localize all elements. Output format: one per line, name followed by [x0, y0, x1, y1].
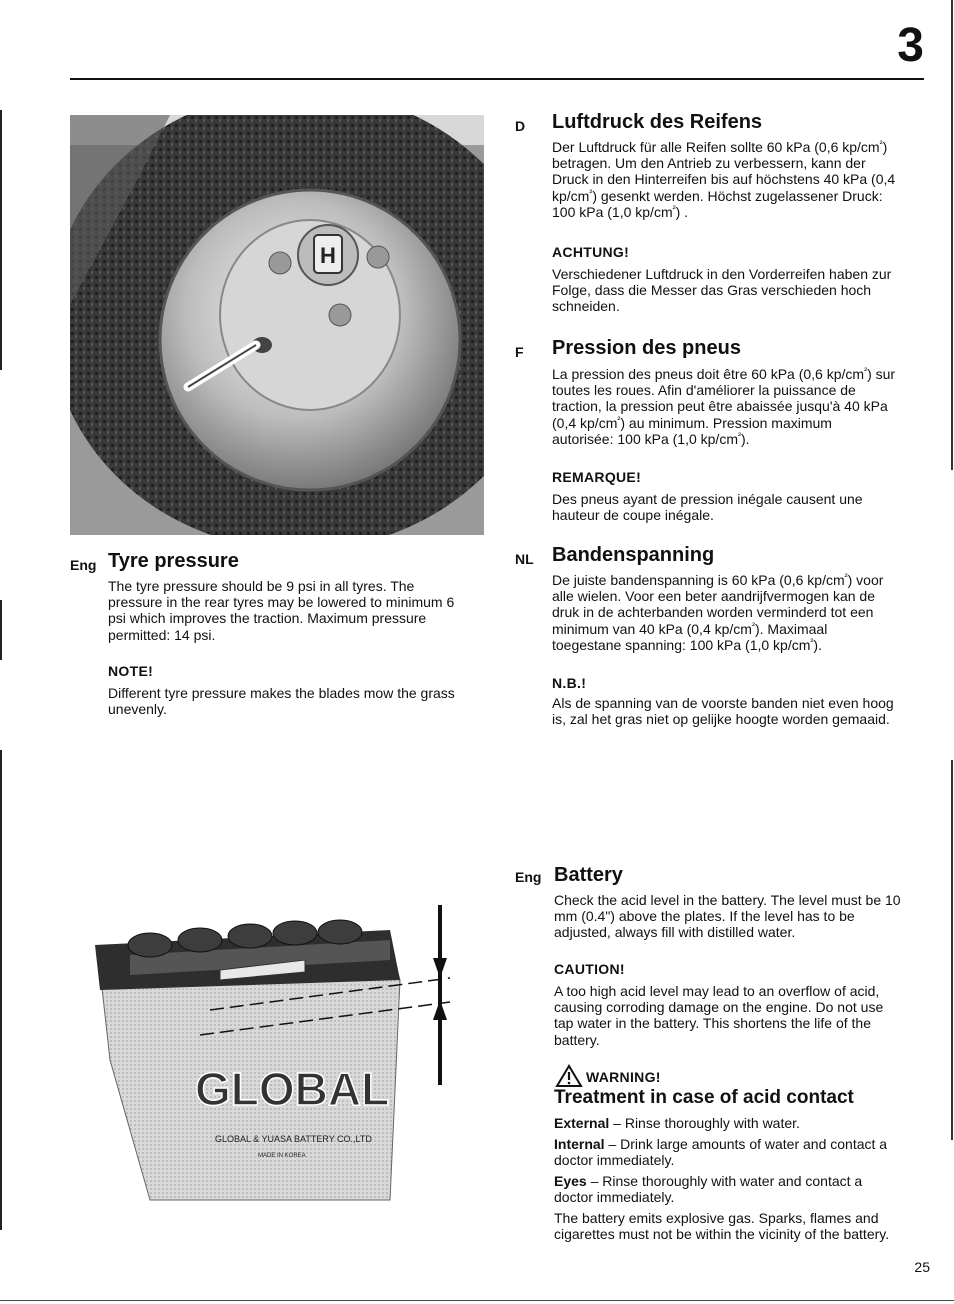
- list-item: External – Rinse thoroughly with water.: [554, 1115, 800, 1131]
- left-edge-mark: [0, 750, 2, 1230]
- closing-text: The battery emits explosive gas. Sparks, flames and cigarettes must not be within the vicinity of the battery.: [554, 1210, 890, 1243]
- section-heading: Pression des pneus: [552, 337, 741, 359]
- caution-label: CAUTION!: [554, 961, 625, 977]
- note-body: Des pneus ayant de pression inégale causent une hauteur de coupe inégale.: [552, 491, 863, 524]
- section-body: The tyre pressure should be 9 psi in all tyres. The pressure in the rear tyres may be lowered to minimum 6 psi which improves the traction. Maximum pressure permitted: 14 psi.: [108, 578, 455, 643]
- section-heading: Bandenspanning: [552, 544, 715, 566]
- section-body: Check the acid level in the battery. The level must be 10 mm (0.4") above the plates. If the level has to be adjusted, always fill with distilled water.: [554, 892, 901, 941]
- chapter-number: 3: [897, 19, 924, 72]
- note-label: N.B.!: [552, 675, 587, 691]
- section-body: Der Luftdruck für alle Reifen sollte 60 kPa (0,6 $kp/cm^{^2}$) betragen. Um den Antrieb zu verbessern, kann der Druck in den Hinterreifen bis auf höchstens 40 kPa (0,4 $kp/cm^{^2}$) gesenkt werden. Höchst zugelassener Druck: 100 kPa (1,0 $kp/cm^{^2}$) .: [552, 138, 896, 220]
- warning-label: WARNING!: [586, 1069, 661, 1085]
- note-body: Als de spanning van de voorste banden niet even hoog is, zal het gras niet op gelijke hoogte worden gemaaid.: [552, 695, 894, 728]
- note-label: NOTE!: [108, 663, 154, 679]
- warning-heading: Treatment in case of acid contact: [554, 1087, 854, 1108]
- lang-code: F: [515, 344, 524, 360]
- note-body: Different tyre pressure makes the blades mow the grass unevenly.: [108, 685, 455, 718]
- section-heading: Tyre pressure: [108, 550, 239, 572]
- warning-triangle-icon: [554, 1064, 584, 1088]
- section-heading: Battery: [554, 864, 623, 886]
- footer-rule: [0, 1300, 954, 1301]
- svg-text:GLOBAL & YUASA BATTERY CO.,LTD: GLOBAL & YUASA BATTERY CO.,LTD: [215, 1134, 372, 1144]
- note-label: REMARQUE!: [552, 469, 642, 485]
- lang-code: NL: [515, 551, 534, 567]
- right-edge-mark: [951, 0, 953, 470]
- section-body: La pression des pneus doit être 60 kPa (0,6 $kp/cm^{^2}$) sur toutes les roues. Afin d'améliorer la puissance de traction, la pression peut être abaissée jusqu'à 40 kPa (0,4 $kp/cm^{^2}$) au minimum. Pression maximum autorisée: 100 kPa (1,0 $kp/cm^{^2}$).: [552, 365, 896, 447]
- list-item: Internal – Drink large amounts of water and contact a doctor immediately.: [554, 1136, 888, 1169]
- section-body: De juiste bandenspanning is 60 kPa (0,6 $kp/cm^{^2}$) voor alle wielen. Voor een beter aandrijfvermogen kan de druk in de achterbanden worden verminderd tot een minimum van 40 kPa (0,4 $kp/cm^{^2}$). Maximaal toegestane spanning: 100 kPa (1,0 $kp/cm^{^2}$).: [552, 571, 884, 653]
- section-heading: Luftdruck des Reifens: [552, 111, 763, 133]
- right-edge-mark: [951, 760, 953, 1140]
- svg-text:H: H: [320, 243, 336, 268]
- note-label: ACHTUNG!: [552, 244, 630, 260]
- left-edge-mark: [0, 110, 2, 370]
- list-item: Eyes – Rinse thoroughly with water and contact a doctor immediately.: [554, 1173, 863, 1206]
- lang-code: Eng: [70, 557, 97, 573]
- tyre-photo: [70, 115, 484, 535]
- battery-photo: [90, 860, 490, 1205]
- header-rule: [70, 78, 924, 80]
- svg-text:GLOBAL: GLOBAL: [195, 1063, 390, 1115]
- lang-code: D: [515, 118, 526, 134]
- caution-body: A too high acid level may lead to an overflow of acid, causing corroding damage on the engine. Do not use tap water in the battery. This shortens the life of the battery.: [554, 983, 884, 1048]
- note-body: Verschiedener Luftdruck in den Vorderreifen haben zur Folge, dass die Messer das Gras verschieden hoch schneiden.: [552, 266, 892, 315]
- left-edge-mark: [0, 600, 2, 660]
- svg-text:MADE IN KOREA: MADE IN KOREA: [258, 1153, 306, 1159]
- page-number: 25: [914, 1259, 930, 1275]
- lang-code: Eng: [515, 869, 542, 885]
